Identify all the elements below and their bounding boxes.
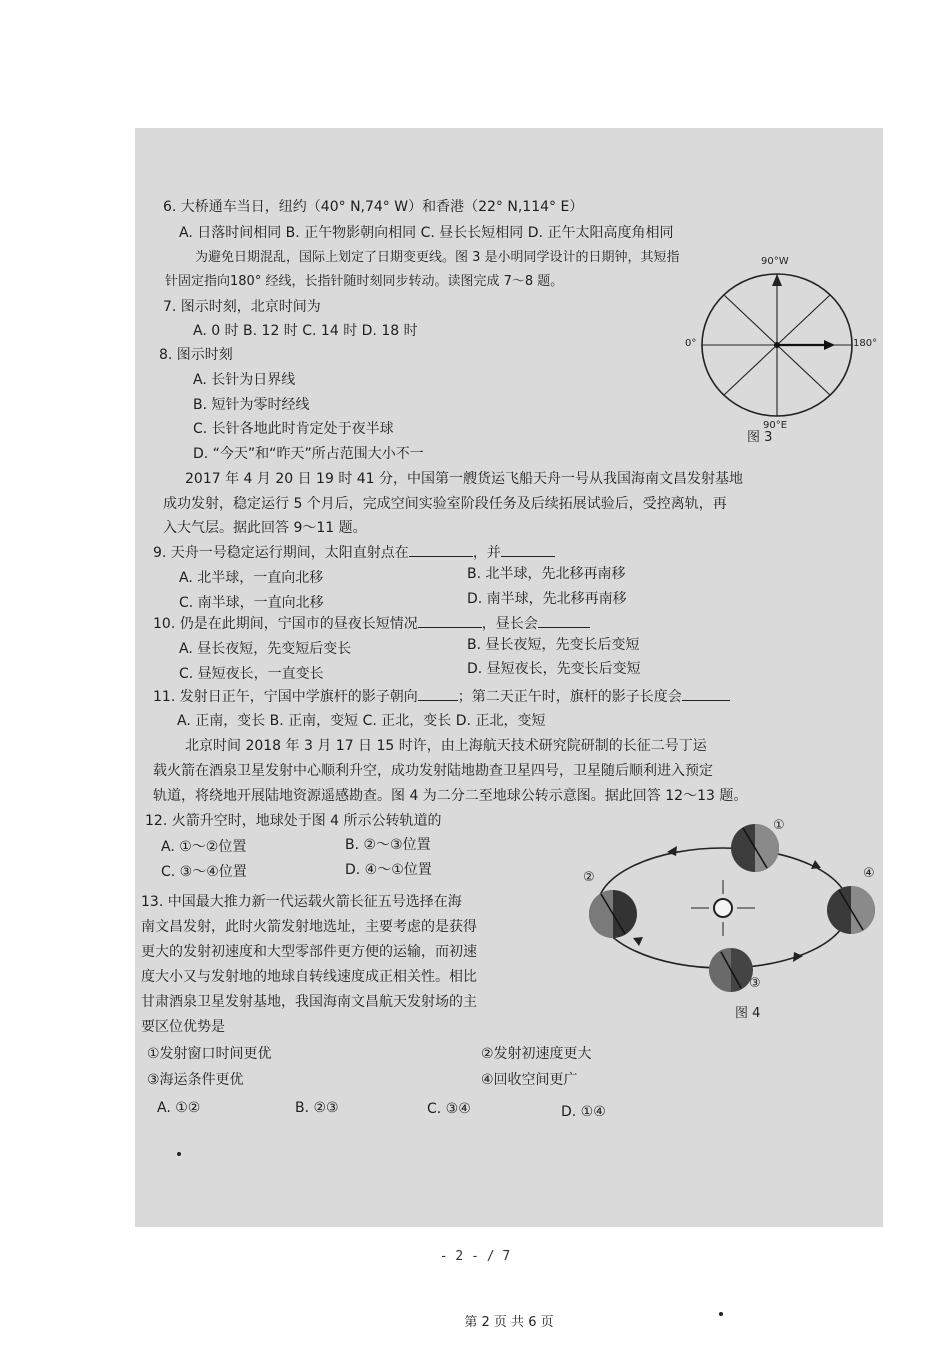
intro-12-line1: 北京时间 2018 年 3 月 17 日 15 时许，由上海航天技术研究院研制的长征二号丁运 (185, 738, 707, 754)
q8-option-a: A. 长针为日界线 (193, 372, 296, 388)
q12-stem: 12. 火箭升空时，地球处于图 4 所示公转轨道的 (145, 813, 442, 829)
q9-stem-part2: ，并 (472, 545, 501, 561)
q13-line6: 要区位优势是 (141, 1019, 225, 1035)
q9-option-a: A. 北半球，一直向北移 (179, 570, 324, 586)
fig3-label-0: 0° (685, 338, 697, 349)
q9-option-c: C. 南半球，一直向北移 (179, 595, 324, 611)
q9-stem (153, 544, 555, 562)
page-footer: 第 2 页 共 6 页 (464, 1315, 554, 1330)
speck-mark (177, 1152, 181, 1156)
q11-blank-2 (682, 688, 730, 701)
fig3-label-90w: 90°W (761, 256, 789, 267)
q13-option-d: D. ①④ (561, 1104, 606, 1120)
q10-option-a: A. 昼长夜短，先变短后变长 (179, 641, 352, 657)
q10-stem-part2: ，昼长会 (481, 616, 538, 632)
q6-stem: 6. 大桥通车当日，纽约（40° N,74° W）和香港（22° N,114° E） (163, 199, 584, 215)
intro-12-line2: 载火箭在酒泉卫星发射中心顺利升空，成功发射陆地勘查卫星四号，卫星随后顺利进入预定 (153, 763, 713, 779)
q9-option-b: B. 北半球，先北移再南移 (467, 566, 626, 582)
q10-blank-2 (538, 615, 590, 628)
figure-3-caption: 图 3 (747, 430, 773, 445)
q10-option-c: C. 昼短夜长，一直变长 (179, 666, 324, 682)
q13-statement-4: ④回收空间更广 (481, 1072, 578, 1088)
fig3-label-90e: 90°E (763, 420, 788, 431)
q9-blank-2 (501, 544, 555, 557)
q13-line4: 度大小又与发射地的地球自转线速度成正相关性。相比 (141, 969, 477, 985)
q13-statement-2: ②发射初速度更大 (481, 1046, 592, 1062)
fig4-position-4-label: ④ (863, 866, 875, 881)
q9-stem-part1: 9. 天舟一号稳定运行期间，太阳直射点在 (153, 545, 409, 561)
q10-option-d: D. 昼短夜长，先变长后变短 (467, 661, 641, 677)
intro-12-line3: 轨道，将绕地开展陆地资源遥感勘查。图 4 为二分二至地球公转示意图。据此回答 12～13 题。 (153, 788, 748, 804)
q11-options: A. 正南，变长 B. 正南，变短 C. 正北，变长 D. 正北，变短 (177, 713, 546, 729)
figure-4-caption: 图 4 (735, 1006, 761, 1021)
fig3-label-180: 180° (853, 338, 878, 349)
q13-line2: 南文昌发射，此时火箭发射地选址，主要考虑的是获得 (141, 919, 477, 935)
q9-blank-1 (409, 544, 473, 557)
q12-option-a: A. ①～②位置 (161, 839, 247, 855)
figure-3-date-clock (665, 248, 878, 448)
fig4-position-2-label: ② (583, 870, 595, 885)
fig4-position-1-label: ① (773, 818, 785, 833)
q13-statement-3: ③海运条件更优 (147, 1072, 244, 1088)
q10-stem (153, 615, 590, 633)
q8-option-b: B. 短针为零时经线 (193, 397, 310, 413)
q10-option-b: B. 昼长夜短，先变长后变短 (467, 637, 640, 653)
q7-options: A. 0 时 B. 12 时 C. 14 时 D. 18 时 (193, 323, 418, 339)
q13-line1: 13. 中国最大推力新一代运载火箭长征五号选择在海 (141, 894, 462, 910)
intro-9-line1: 2017 年 4 月 20 日 19 时 41 分，中国第一艘货运飞船天舟一号从我国海南文昌发射基地 (185, 471, 744, 487)
q13-option-b: B. ②③ (295, 1100, 339, 1116)
q11-blank-1 (418, 688, 458, 701)
q12-option-c: C. ③～④位置 (161, 864, 247, 880)
q12-option-d: D. ④～①位置 (345, 862, 432, 878)
q8-option-d: D. “今天”和“昨天”所占范围大小不一 (193, 446, 424, 462)
q12-option-b: B. ②～③位置 (345, 837, 431, 853)
q11-stem-part1: 11. 发射日正午，宁国中学旗杆的影子朝向 (153, 689, 418, 705)
q8-option-c: C. 长针各地此时肯定处于夜半球 (193, 421, 394, 437)
q13-option-c: C. ③④ (427, 1101, 471, 1117)
q13-line3: 更大的发射初速度和大型零部件更方便的运输，而初速 (141, 944, 477, 960)
intro-9-line3: 入大气层。据此回答 9～11 题。 (163, 520, 367, 536)
q6-options: A. 日落时间相同 B. 正午物影朝向相同 C. 昼长长短相同 D. 正午太阳高度角相同 (179, 225, 674, 241)
q8-stem: 8. 图示时刻 (159, 347, 233, 363)
figure-4-earth-orbit (581, 818, 881, 998)
q11-stem-part2: ；第二天正午时，旗杆的影子长度会 (457, 689, 682, 705)
q7-stem: 7. 图示时刻，北京时间为 (163, 299, 321, 315)
q13-statement-1: ①发射窗口时间更优 (147, 1046, 272, 1062)
intro-7-line1: 为避免日期混乱，国际上划定了日期变更线。图 3 是小明同学设计的日期钟，其短指 (195, 250, 680, 265)
q10-blank-1 (418, 615, 482, 628)
earth-position-1 (731, 824, 779, 872)
q10-stem-part1: 10. 仍是在此期间，宁国市的昼夜长短情况 (153, 616, 418, 632)
page-indicator: - 2 - / 7 (439, 1249, 511, 1264)
intro-7-line2: 针固定指向180° 经线，长指针随时刻同步转动。读图完成 7～8 题。 (165, 274, 564, 289)
q13-option-a: A. ①② (157, 1100, 201, 1116)
q9-option-d: D. 南半球，先北移再南移 (467, 591, 627, 607)
earth-position-2 (589, 890, 637, 938)
q11-stem (153, 688, 730, 706)
earth-position-4 (827, 886, 875, 934)
fig4-position-3-label: ③ (749, 976, 761, 991)
earth-orbit-diagram (581, 818, 881, 998)
q13-line5: 甘肃酒泉卫星发射基地，我国海南文昌航天发射场的主 (141, 994, 477, 1010)
speck-mark (719, 1312, 723, 1316)
earth-position-3 (709, 948, 753, 992)
intro-9-line2: 成功发射，稳定运行 5 个月后，完成空间实验室阶段任务及后续拓展试验后，受控离轨，再 (163, 496, 727, 512)
